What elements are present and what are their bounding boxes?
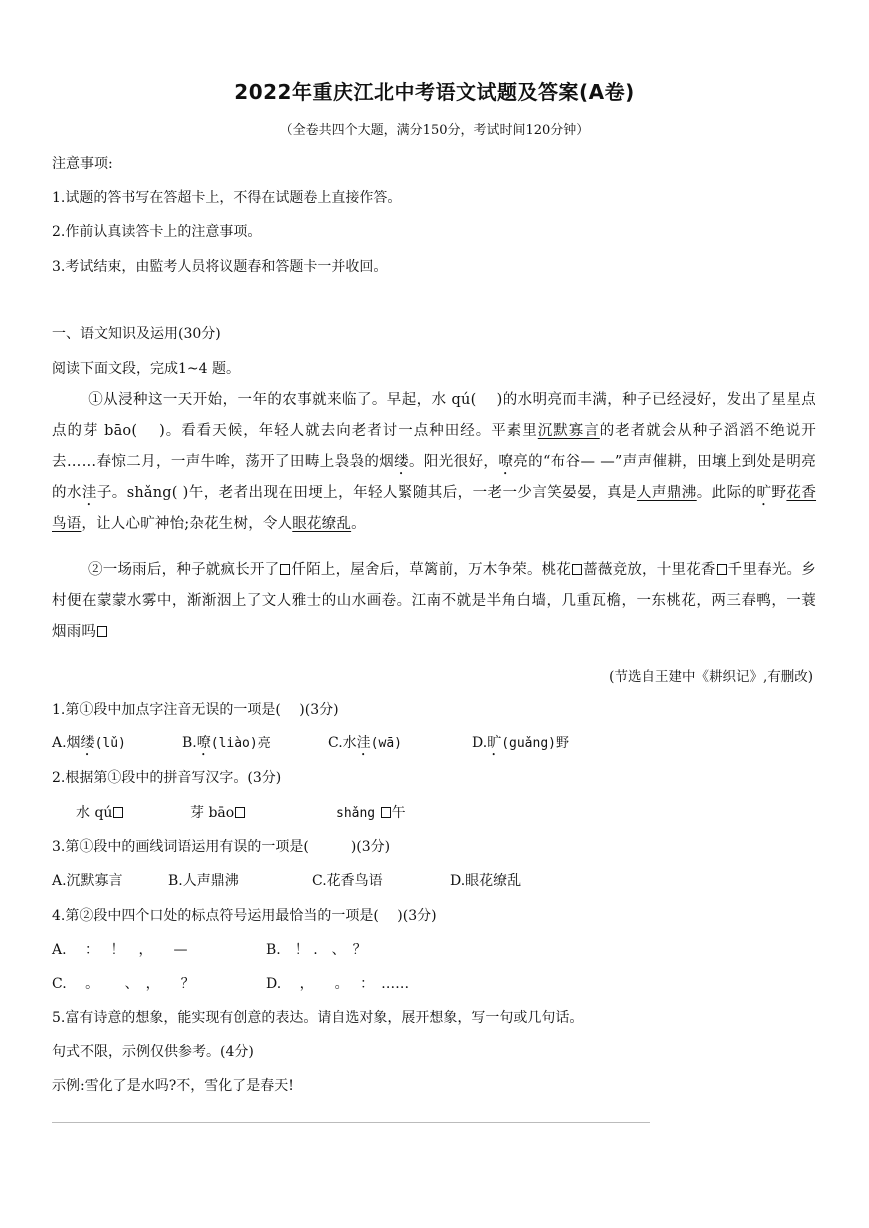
q3-option-a: A.沉默寡言 [52, 873, 123, 889]
question-5-stem: 5.富有诗意的想象，能实现有创意的表达。请自选对象，展开想象，写一句或几句话。 [52, 1010, 584, 1026]
q4-option-c: C. 。 、 ， ？ [52, 976, 195, 992]
notice-item: 2.作前认真读答卡上的注意事项。 [52, 224, 262, 240]
q2-blank-c: shǎng 午 [336, 805, 406, 821]
passage-paragraph-1: ①从浸种这一天开始，一年的农事就来临了。早起，水 qú( )的水明亮而丰满，种子已经浸好，发出了星星点点的芽 bāo( )。看看天候，年轻人就去向老者讨一点种田经。平素里沉默寡言的老者就会从种子滔滔不绝说开去……春惊二月，一声牛哞，荡开了田畴上袅袅的烟缕。阳光很好，嘹亮的“布谷— —”声声催耕，田壤上到处是明亮的水洼子。shǎng( )午，老者出现在田埂上，年轻人緊随其后，一老一少言笑晏晏，真是人声鼎沸。此际的旷野花香鸟语，让人心旷神怡;杂花生树，令人眼花缭乱。 [52, 392, 817, 532]
question-2-stem: 2.根据第①段中的拼音写汉字。(3分) [52, 770, 282, 786]
underlined-word: 人声鼎沸 [636, 485, 697, 501]
question-5-example: 示例:雪化了是水吗?不，雪化了是春天! [52, 1078, 294, 1094]
q3-option-c: C.花香鸟语 [312, 873, 383, 889]
question-5-format: 句式不限，示例仅供参考。(4分) [52, 1044, 254, 1060]
question-1-stem: 1.第①段中加点字注音无误的一项是( )(3分) [52, 702, 339, 718]
exam-subtitle: （全卷共四个大题，满分150分，考试时间120分钟） [279, 123, 590, 138]
question-4-stem: 4.第②段中四个口处的标点符号运用最恰当的一项是( )(3分) [52, 908, 437, 924]
underlined-word: 沉默寡言 [537, 423, 600, 439]
q1-option-c: C.水洼(wā) [328, 735, 402, 751]
underlined-word: 眼花缭乱 [292, 516, 352, 532]
question-3-stem: 3.第①段中的画线词语运用有误的一项是( )(3分) [52, 839, 391, 855]
q4-option-d: D. ， 。 ： …… [266, 976, 410, 992]
dotted-char: 洼 [81, 485, 97, 501]
answer-line [52, 1122, 650, 1123]
q1-option-a: A.烟缕(lǔ) [52, 735, 126, 751]
q4-option-b: B. ！ . 、 ？ [266, 942, 367, 958]
q4-option-a: A. ： ！ ， — [52, 942, 188, 958]
notice-heading: 注意事项: [52, 156, 113, 172]
underlined-word: 花香鸟语 [52, 485, 817, 532]
blank-box [97, 626, 107, 637]
section-heading: 一、语文知识及运用(30分) [52, 326, 221, 342]
blank-box [280, 564, 290, 575]
notice-item: 3.考试结束，由監考人员将议题春和答题卡一并收回。 [52, 259, 388, 275]
dotted-char: 缕 [394, 454, 410, 470]
dotted-char: 旷 [756, 485, 772, 501]
blank-box [572, 564, 582, 575]
blank-box [717, 564, 727, 575]
passage-paragraph-2: ②一场雨后，种子就疯长开了 仟陌上，屋舍后，草篱前，万木争荣。桃花 蔷薇竞放，十里花香 千里春光。乡村便在蒙蒙水雾中，渐渐洇上了文人雅士的山水画卷。江南不就是半角白墙，几重瓦檐，一东桃花，两三春鸭，一蓑烟雨吗 [52, 562, 816, 640]
dotted-char: 嘹 [498, 454, 514, 470]
reading-instruction: 阅读下面文段，完成1~4 题。 [52, 361, 240, 377]
q3-option-b: B.人声鼎沸 [168, 873, 239, 889]
notice-item: 1.试题的答书写在答超卡上，不得在试题卷上直接作答。 [52, 190, 402, 206]
q2-blank-b: 芽 bāo [190, 802, 246, 822]
blank-box [235, 807, 245, 818]
page-title: 2022年重庆江北中考语文试题及答案(A卷) [234, 80, 635, 104]
q3-option-d: D.眼花缭乱 [450, 873, 522, 889]
q1-option-d: D.旷(guǎng)野 [472, 735, 569, 751]
blank-box [113, 807, 123, 818]
passage-source: (节选自王建中《耕织记》,有删改) [609, 669, 813, 685]
blank-box [381, 807, 391, 818]
q1-option-b: B.嘹(liào)亮 [182, 735, 271, 751]
q2-blank-a: 水 qú [76, 802, 124, 822]
